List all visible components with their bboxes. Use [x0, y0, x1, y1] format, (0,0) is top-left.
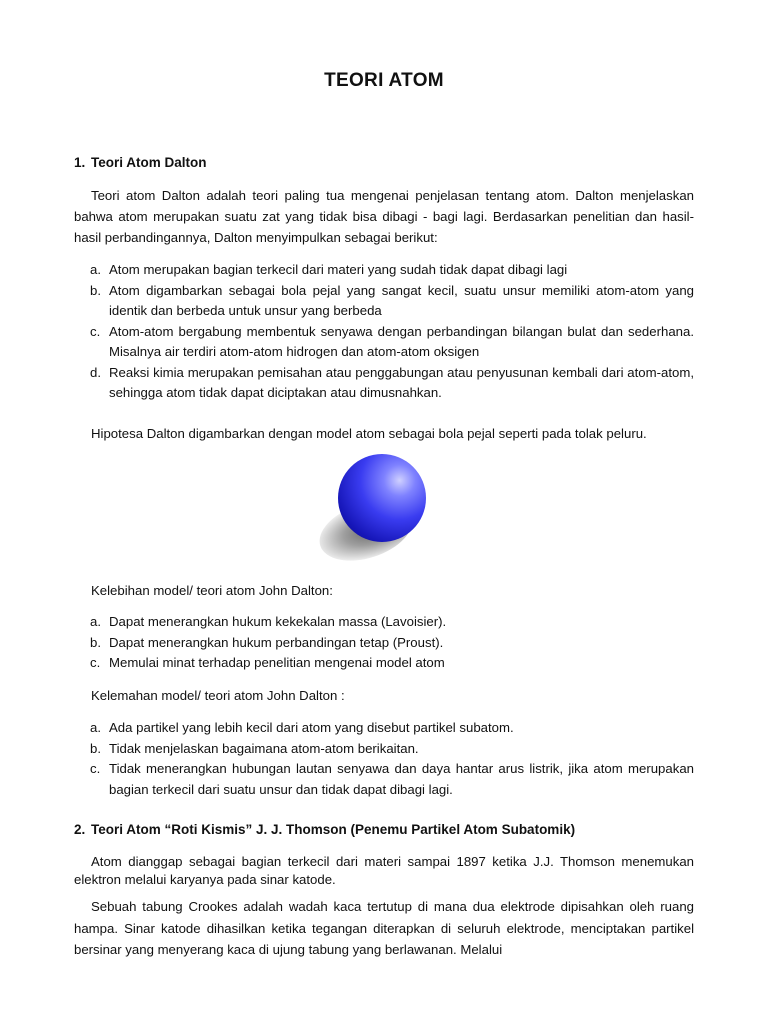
list-text: Reaksi kimia merupakan pemisahan atau penggabungan atau penyusunan kembali dari atom-atom, sehingga atom tidak dapat diciptakan atau dimusnahkan. [109, 364, 694, 400]
dalton-conclusions-list [74, 260, 694, 404]
list-marker: b. [90, 282, 101, 298]
list-marker: c. [90, 323, 101, 339]
thomson-paragraph-2: Sebuah tabung Crookes adalah wadah kaca tertutup di mana dua elektrode dipisahkan oleh ruang hampa. Sinar katode dihasilkan ketika tegangan diterapkan di seluruh elektrode, menciptakan partikel bersinar yang menyerang kaca di ujung tabung yang berlawanan. Melalui [74, 899, 694, 957]
list-item [74, 612, 694, 633]
document-title: TEORI ATOM [324, 70, 444, 91]
list-marker: b. [90, 740, 101, 756]
list-item [74, 281, 694, 322]
weaknesses-heading: Kelemahan model/ teori atom John Dalton : [91, 688, 345, 703]
list-text: Atom-atom bergabung membentuk senyawa dengan perbandingan bilangan bulat dan sederhana. Misalnya air terdiri atom-atom hidrogen dan atom-atom oksigen [109, 323, 694, 359]
list-marker: a. [90, 720, 101, 735]
list-text: Tidak menerangkan hubungan lautan senyawa dan daya hantar arus listrik, jika atom merupakan bagian terkecil dari suatu unsur dan tidak dapat dibagi lagi. [109, 761, 694, 797]
dalton-intro-paragraph: Teori atom Dalton adalah teori paling tua mengenai penjelasan tentang atom. Dalton menjelaskan bahwa atom merupakan suatu zat yang tidak bisa dibagi - bagi lagi. Berdasarkan penelitian dan hasil- hasil perbandingannya, Dalton menyimpulkan sebagai berikut: [74, 188, 694, 245]
list-item [74, 759, 694, 800]
list-marker: a. [90, 262, 101, 277]
list-text: Atom digambarkan sebagai bola pejal yang sangat kecil, suatu unsur memiliki atom-atom yang identik dan berbeda untuk unsur yang berbeda [109, 282, 694, 318]
list-text: Ada partikel yang lebih kecil dari atom yang disebut partikel subatom. [109, 720, 514, 735]
dalton-hypothesis-paragraph: Hipotesa Dalton digambarkan dengan model atom sebagai bola pejal seperti pada tolak peluru. [91, 426, 647, 441]
weaknesses-list [74, 718, 694, 800]
list-item [74, 322, 694, 363]
list-item [74, 363, 694, 404]
list-marker: b. [90, 634, 101, 650]
advantages-list [74, 612, 694, 674]
section-1-title: Teori Atom Dalton [91, 155, 207, 170]
list-text: Memulai minat terhadap penelitian mengenai model atom [109, 655, 445, 670]
list-marker: a. [90, 614, 101, 629]
list-text: Dapat menerangkan hukum perbandingan tetap (Proust). [109, 634, 444, 650]
list-marker: c. [90, 761, 101, 776]
list-marker: d. [90, 364, 101, 380]
thomson-paragraph-1: Atom dianggap sebagai bagian terkecil dari materi sampai 1897 ketika J.J. Thomson menemukan elektron melalui karyanya pada sinar katode. [74, 854, 694, 887]
list-item [74, 260, 694, 281]
dalton-atom-model-illustration [308, 448, 448, 568]
solid-sphere-icon [338, 454, 426, 542]
list-text: Atom merupakan bagian terkecil dari materi yang sudah tidak dapat dibagi lagi [109, 262, 568, 277]
list-item [74, 739, 694, 760]
advantages-heading: Kelebihan model/ teori atom John Dalton: [91, 583, 333, 598]
section-2-heading [74, 822, 575, 837]
section-2-number: 2. [74, 822, 86, 837]
section-1-number: 1. [74, 155, 86, 170]
list-text: Dapat menerangkan hukum kekekalan massa (Lavoisier). [109, 614, 447, 629]
list-item [74, 653, 694, 674]
list-marker: c. [90, 655, 101, 670]
section-1-heading [74, 155, 207, 170]
list-text: Tidak menjelaskan bagaimana atom-atom berikaitan. [109, 740, 419, 756]
section-2-title: Teori Atom “Roti Kismis” J. J. Thomson (Penemu Partikel Atom Subatomik) [91, 822, 576, 837]
list-item [74, 633, 694, 654]
list-item [74, 718, 694, 739]
